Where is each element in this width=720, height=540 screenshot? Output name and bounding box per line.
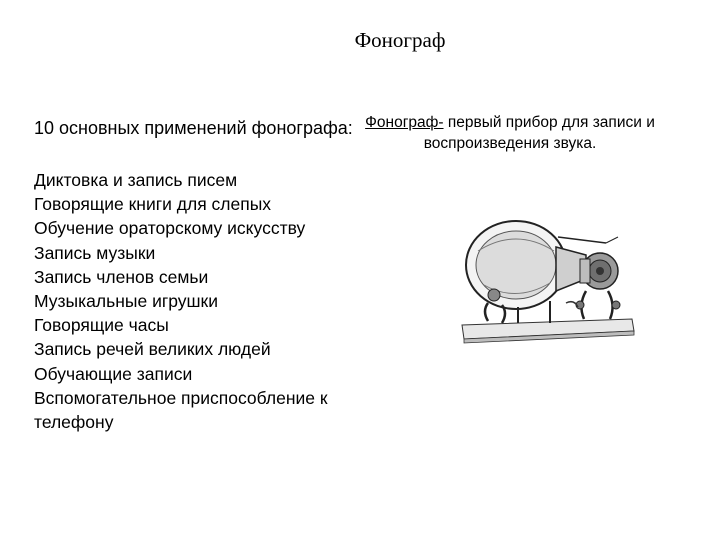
list-item: Говорящие книги для слепых — [34, 194, 272, 215]
phonograph-illustration-icon — [458, 207, 636, 347]
list-item: Обучающие записи — [34, 363, 193, 384]
list-item: Диктовка и запись писем — [34, 170, 238, 190]
slide-title — [0, 28, 720, 53]
applications-list — [34, 168, 364, 434]
list-item: Запись музыки — [34, 242, 156, 263]
list-item: Говорящие часы — [34, 315, 169, 336]
list-item: Запись речей великих людей — [34, 339, 271, 360]
applications-heading: 10 основных применений фонографа: — [34, 118, 353, 138]
slide-title-text: Фонограф — [354, 28, 446, 52]
list-item: Музыкальные игрушки — [34, 291, 218, 312]
phonograph-definition — [340, 112, 680, 154]
definition-term: Фонограф- — [365, 114, 444, 131]
list-item: Вспомогательное приспособление к телефону — [34, 387, 328, 433]
list-item: Обучение ораторскому искусству — [34, 218, 306, 239]
definition-text: первый прибор для записи и воспроизведения звука. — [423, 114, 655, 152]
list-item: Запись членов семьи — [34, 266, 209, 287]
